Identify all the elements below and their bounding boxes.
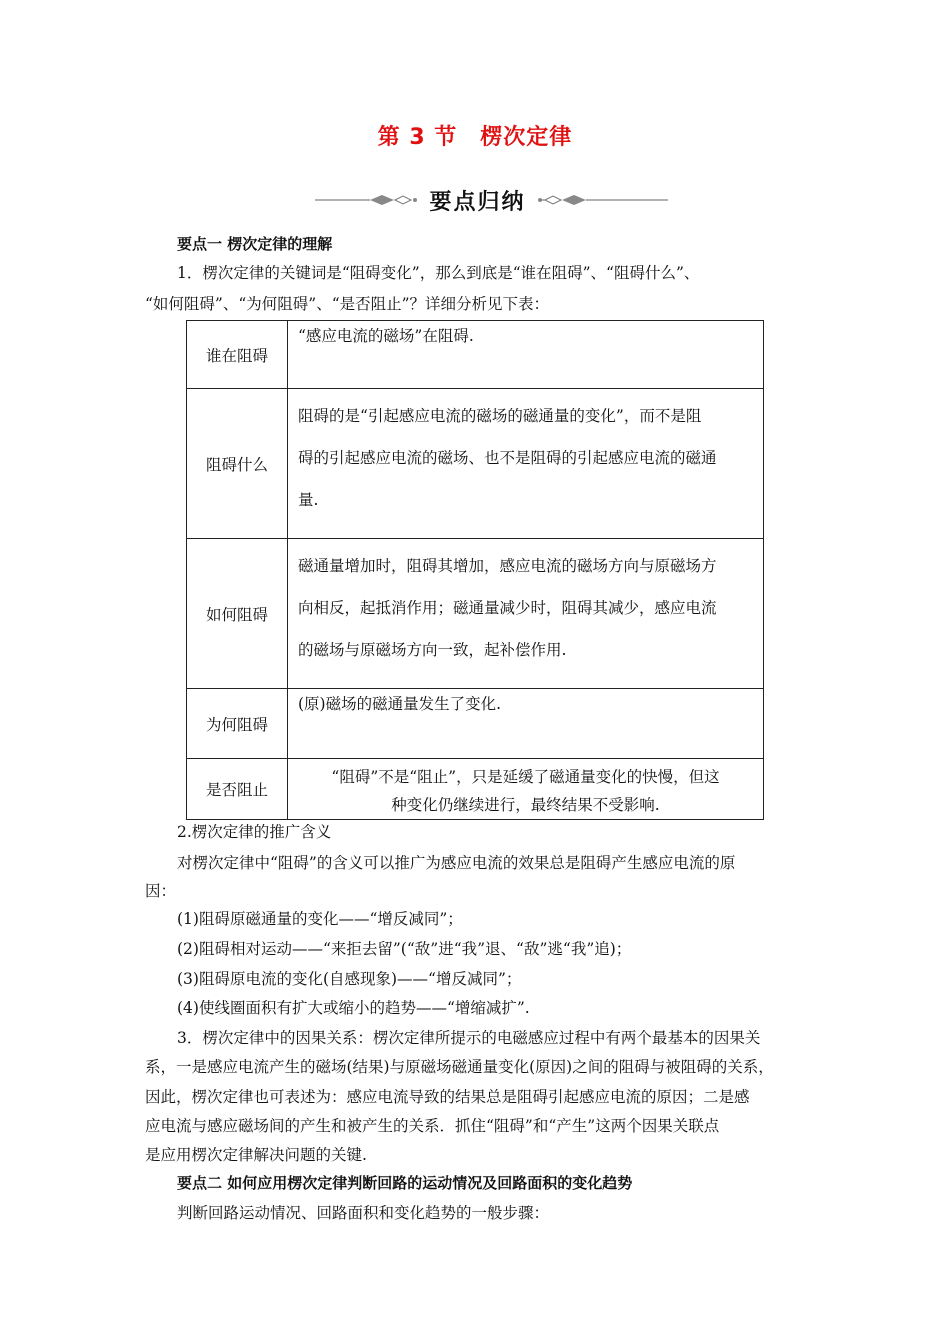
point3-line: 3．楞次定律中的因果关系：楞次定律所提示的电磁感应过程中有两个最基本的因果关	[177, 1029, 761, 1047]
row-value	[288, 321, 764, 389]
row-value	[288, 389, 764, 539]
intro-line-1: 1．楞次定律的关键词是“阻碍变化”，那么到底是“谁在阻碍”、“阻碍什么”、	[177, 264, 700, 282]
row-value-line: 碍的引起感应电流的磁场、也不是阻碍的引起感应电流的磁通	[298, 449, 717, 467]
row-value-line: 磁通量增加时，阻碍其增加，感应电流的磁场方向与原磁场方	[298, 557, 717, 575]
section2-line-1: 判断回路运动情况、回路面积和变化趋势的一般步骤：	[177, 1204, 550, 1222]
page-title: 第 3 节 楞次定律	[377, 125, 573, 150]
point2-line-2: 因：	[145, 882, 177, 900]
point3-line: 应电流与感应磁场间的产生和被产生的关系．抓住“阻碍”和“产生”这两个因果关联点	[145, 1117, 720, 1135]
table-row	[187, 539, 764, 689]
row-value-line: 阻碍的是“引起感应电流的磁场的磁通量的变化”，而不是阻	[298, 407, 702, 425]
row-value	[288, 539, 764, 689]
row-value-line: (原)磁场的磁通量发生了变化.	[298, 695, 502, 713]
intro-line-2: “如何阻碍”、“为何阻碍”、“是否阻止”？详细分析见下表：	[145, 295, 550, 313]
row-value	[288, 759, 764, 820]
row-value-line: 种变化仍继续进行，最终结果不受影响.	[391, 796, 660, 814]
row-value-line: 的磁场与原磁场方向一致，起补偿作用.	[298, 641, 567, 659]
point3-line: 是应用楞次定律解决问题的关键.	[145, 1146, 367, 1164]
point2-line-1: 对楞次定律中“阻碍”的含义可以推广为感应电流的效果总是阻碍产生感应电流的原	[177, 854, 736, 872]
analysis-table	[186, 320, 764, 820]
banner-title: 要点归纳	[429, 190, 526, 215]
row-value-line: 量.	[298, 491, 319, 509]
row-value	[288, 689, 764, 759]
point3-line: 因此，楞次定律也可表述为：感应电流导致的结果总是阻碍引起感应电流的原因；二是感	[145, 1088, 750, 1106]
point2-item: (4)使线圈面积有扩大或缩小的趋势——“增缩减扩”.	[177, 999, 530, 1017]
section-banner	[285, 180, 670, 220]
section1-heading: 要点一 楞次定律的理解	[177, 235, 333, 253]
table-row	[187, 689, 764, 759]
row-key: 是否阻止	[187, 759, 288, 820]
point2-heading: 2.楞次定律的推广含义	[177, 823, 332, 841]
row-key: 为何阻碍	[187, 689, 288, 759]
point3-line: 系，一是感应电流产生的磁场(结果)与原磁场磁通量变化(原因)之间的阻碍与被阻碍的关系，	[145, 1058, 774, 1076]
table-row	[187, 759, 764, 820]
point2-item: (1)阻碍原磁通量的变化——“增反减同”；	[177, 910, 463, 928]
row-key: 如何阻碍	[187, 539, 288, 689]
row-key: 阻碍什么	[187, 389, 288, 539]
table-row	[187, 389, 764, 539]
point2-item: (2)阻碍相对运动——“来拒去留”(“敌”进“我”退、“敌”逃“我”追)；	[177, 940, 632, 958]
section2-heading: 要点二 如何应用楞次定律判断回路的运动情况及回路面积的变化趋势	[177, 1174, 633, 1192]
row-value-line: 向相反，起抵消作用；磁通量减少时，阻碍其减少，感应电流	[298, 599, 717, 617]
point2-item: (3)阻碍原电流的变化(自感现象)——“增反减同”；	[177, 970, 522, 988]
row-value-line: “感应电流的磁场”在阻碍.	[298, 327, 474, 345]
table-row	[187, 321, 764, 389]
row-key: 谁在阻碍	[187, 321, 288, 389]
row-value-line: “阻碍”不是“阻止”，只是延缓了磁通量变化的快慢，但这	[331, 768, 720, 786]
